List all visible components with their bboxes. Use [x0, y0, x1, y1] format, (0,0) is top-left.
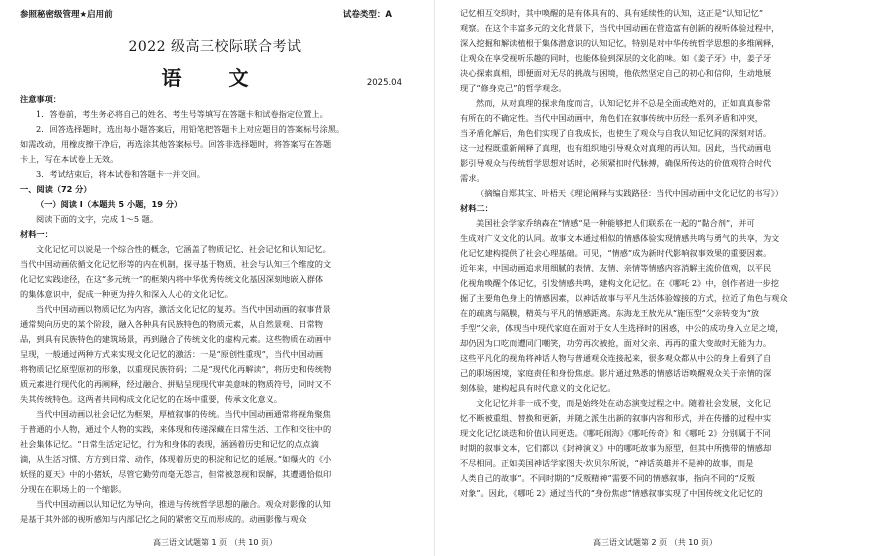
subsection-heading: （一）阅读 I（本题共 5 小题，19 分）: [36, 199, 183, 209]
source-citation: （摘编自郑其宝、叶梧天《理论阐释与实践路径：当代中国动画中文化记忆的书写》）: [476, 188, 784, 198]
text-line: 手型”父亲，体现当中现代家庭在面对于女人生选择时的困惑，中公的成功身入立足之境，: [460, 323, 784, 333]
notice-heading: 注意事项：: [20, 94, 61, 104]
text-line: 却仍因为口吃而遭同门嘲笑，功劳再次被抢，面对父亲、再再的重大变故时无能为力。: [460, 338, 772, 348]
text-line: 记忆相互交织时，其中唤醒的是有体具有的、具有延续性的认知，这正是“认知记忆”: [460, 8, 764, 18]
text-line: 化视角唤醒个体记忆，引发情感共鸣，建构文化记忆。在《哪吒 2》中，创作者进一步挖: [460, 278, 779, 288]
text-line: 美国社会学家乔纳森在“情感”是一种能够把人们联系在一起的“黏合剂”，并可: [476, 218, 755, 228]
text-line: 妖怪的夏天》中的小猪妖，尽管它勤劳而毫无怨言，但常被忽视和误解，其遭遇恰似印: [20, 469, 332, 479]
page-footer: 高三语文试题第 2 页 （共 10 页）: [593, 538, 717, 547]
text-line: 有所在的不确定性。当代中国动画中，角色们在叙事传统中历经一系列矛盾和冲突，: [460, 113, 763, 123]
text-line: 让观众在享受视听乐趣的同时，也能体验到深层的文化韵味。如《姜子牙》中，姜子牙: [460, 53, 772, 63]
notice-line: 如需改动，用橡皮擦干净后，再选涂其他答案标号。回答非选择题时，将答案写在答题: [20, 139, 332, 149]
notice-line: 2．回答选择题时，选出每小题答案后，用铅笔把答题卡上对应题目的答案标号涂黑。: [36, 124, 345, 134]
text-line: 这一过程既重新阐释了真理，也有组织地引导观众对真理的再认知。因此，当代动画电: [460, 143, 772, 153]
text-line: 当代中国动画以社会记忆为框架，厚植叙事的传统。当代中国动画通常将视角聚焦: [36, 409, 331, 419]
text-line: 品，到具有民族特色的建筑场景，再到融合了传统文化的虚构元素。这些物质在动画中: [20, 334, 332, 344]
text-line: 观察。在这个丰富多元的文化背景下，当代中国动画在营造富有创新的视听体验过程中，: [460, 23, 780, 33]
text-line: 当代中国动画以物质记忆为内容，激活文化记忆的复苏。当代中国动画的叙事背景: [36, 304, 331, 314]
text-line: 当代中国动画依循文化记忆形等的内在机制，探寻基于物质、社会与认知三个维度的文: [20, 259, 332, 269]
text-line: 当代中国动画以认知记忆为导向，推进与传统哲学思想的融合。观众对影像的认知: [36, 499, 331, 509]
text-line: 通常契向历史的某个阶段，融入各种具有民族特色的物质元素，从自然景观、日常物: [20, 319, 323, 329]
notice-line: 卡上，写在本试卷上无效。: [20, 154, 119, 164]
text-line: 呈现，一般通过两种方式来实现文化记忆的激活：一是“原创性重现”，当代中国动画: [20, 349, 324, 359]
text-line: 将物质记忆原型原初的形象，以重现民族符码；二是“现代化再解读”，将历史和传统物: [20, 364, 332, 374]
text-line: 当矛盾化解后，角色们实现了自我成长，也使生了观众与自我认知记忆间的深刻对话。: [460, 128, 772, 138]
exam-title: 2022 级高三校际联合考试: [128, 39, 302, 55]
text-line: 滴，从生活习惯、方方到日常、动作，体现着历史的积淀和记忆的延展。”如爆火的《小: [20, 454, 332, 464]
text-line: 失其传统特色。这两者共同构成文化记忆的在场中重要，传承文化意义。: [20, 394, 283, 404]
text-line: 对象”。因此，《哪吒 2》通过当代的“身份焦虑”情感叙事实现了中国传统文化记忆的: [460, 488, 763, 498]
text-line: 时期的叙事文本，它们都以《封神演义》中的哪吒故事为原型，但其中所携带的情感却: [460, 443, 772, 453]
text-line: 深入挖掘和解读植根于集体潜意识的认知记忆，特别是对中华传统哲学思想的多维阐释，: [460, 38, 780, 48]
page-right: [440, 0, 870, 556]
text-line: 影引导观众与传统哲学思想对话时，必须紧扣时代脉搏，确保所传达的价值观符合时代: [460, 158, 772, 168]
text-line: 是基于其外部的视听感知与内部记忆之间的紧密交互而形成的。动画影像与观众: [20, 514, 307, 524]
text-line: 需求。: [460, 173, 485, 183]
text-line: 于普通的小人物，通过个人物的实践，来体现和传递深藏在日常生活、工作和交往中的: [20, 424, 332, 434]
page-header: [20, 8, 410, 22]
text-line: 的集体意识中，促成一种更为持久和深入人心的文化记忆。: [20, 289, 233, 299]
page-left: [0, 0, 430, 556]
notice-line: 1．答卷前，考生务必将自己的姓名、考生号等填写在答题卡和试卷指定位置上。: [36, 109, 328, 119]
notice-line: 3．考试结束后，将本试卷和答题卡一并交回。: [36, 169, 205, 179]
text-line: 决心探索真相，即便面对无尽的挑战与困境，他依然坚定自己的初心和信仰，生动地展: [460, 68, 772, 78]
text-line: 这些平凡化的视角将神话人物与普通观众连接起来，很多观众都从中公的身上看到了自: [460, 353, 772, 363]
material-heading: 材料二：: [460, 203, 493, 213]
text-line: 现文化记忆谈迭和价值认同更迭。《哪吒闹海》《哪吒传奇》和《哪吒 2》分别属于不同: [460, 428, 771, 438]
text-line: 近年来，中国动画追求用细腻的表情、友情、亲情等情感内容消解主流价值观，以平民: [460, 263, 772, 273]
left-body: [20, 92, 408, 527]
subject-title: 语 文: [161, 66, 269, 90]
reading-instruction: 阅读下面的文字，完成 1～5 题。: [36, 214, 159, 224]
page-divider: [434, 0, 435, 556]
text-line: 人类自己的故事”。不同时期的“反叛精神”需要不同的情感叙事，指向不同的“反叛: [460, 473, 756, 483]
text-line: 化记忆实践途径，在这“多元统一”的框架内将中华优秀传统文化基因深刻地嵌入群体: [20, 274, 324, 284]
page-footer: 高三语文试题第 1 页 （共 10 页）: [153, 538, 277, 547]
text-line: 掘了主要角色身上的情感因素，以神话故事与平凡生活体验嫁接的方式，拉近了角色与观众: [460, 293, 788, 303]
text-line: 化记忆建构提供了社会心理基础。可见，“情感”成为新时代影响叙事效果的重要因素。: [460, 248, 772, 258]
text-line: 不尽相同。正如美国神话学家图夫·坎贝尔所说，“神话英雄并不是神的故事，而是: [460, 458, 754, 468]
confidential-label: 参照秘密级管理★启用前: [20, 10, 113, 20]
exam-date: 2025.04: [366, 78, 402, 88]
text-line: 刻体验，建构起具有时代意义的文化记忆。: [460, 383, 616, 393]
text-line: 社会集体记忆。“日常生活定记忆，行为和身体的表现，涵涵着历史和记忆的点点滴: [20, 439, 319, 449]
text-line: 现了“修身克己”的哲学观念。: [460, 83, 567, 93]
material-heading: 材料一：: [20, 229, 53, 239]
text-line: 己的职场困境，家庭责任和身份焦虑。影片通过熟悉的情感话语唤醒观众关于亲情的深: [460, 368, 772, 378]
paper-type-label: 试卷类型：A: [342, 10, 392, 20]
text-line: 质元素进行现代化的再阐释，经过融合、拼贴呈现现代审美意味的物质符号，同时又不: [20, 379, 332, 389]
section-heading: 一、阅读（72 分）: [20, 184, 92, 194]
text-line: 分现在在职场上的一个缩影。: [20, 484, 127, 494]
text-line: 在的疏离与隔膜，精英与平凡的情感距离。东海龙王敖光从“施压型”父亲转变为“放: [460, 308, 760, 318]
text-line: 生成对广义文化的认同。故事文本通过相似的情感体验实现情感共鸣与勇气的共享，为文: [460, 233, 780, 243]
text-line: 文化记忆并非一成不变，而是始终处在动态演变过程之中。随着社会发展，文化记: [476, 398, 771, 408]
text-line: 忆不断被重组、替换和更新，并随之派生出新的叙事内容和形式，并在传播的过程中实: [460, 413, 772, 423]
right-body: [460, 6, 848, 501]
text-line: 文化记忆可以说是一个综合性的概念，它涵盖了物质记忆、社会记忆和认知记忆。: [36, 244, 331, 254]
text-line: 然而，从对真理的探求角度而言，认知记忆并不总是全面或绝对的，正如真真参常: [476, 98, 771, 108]
